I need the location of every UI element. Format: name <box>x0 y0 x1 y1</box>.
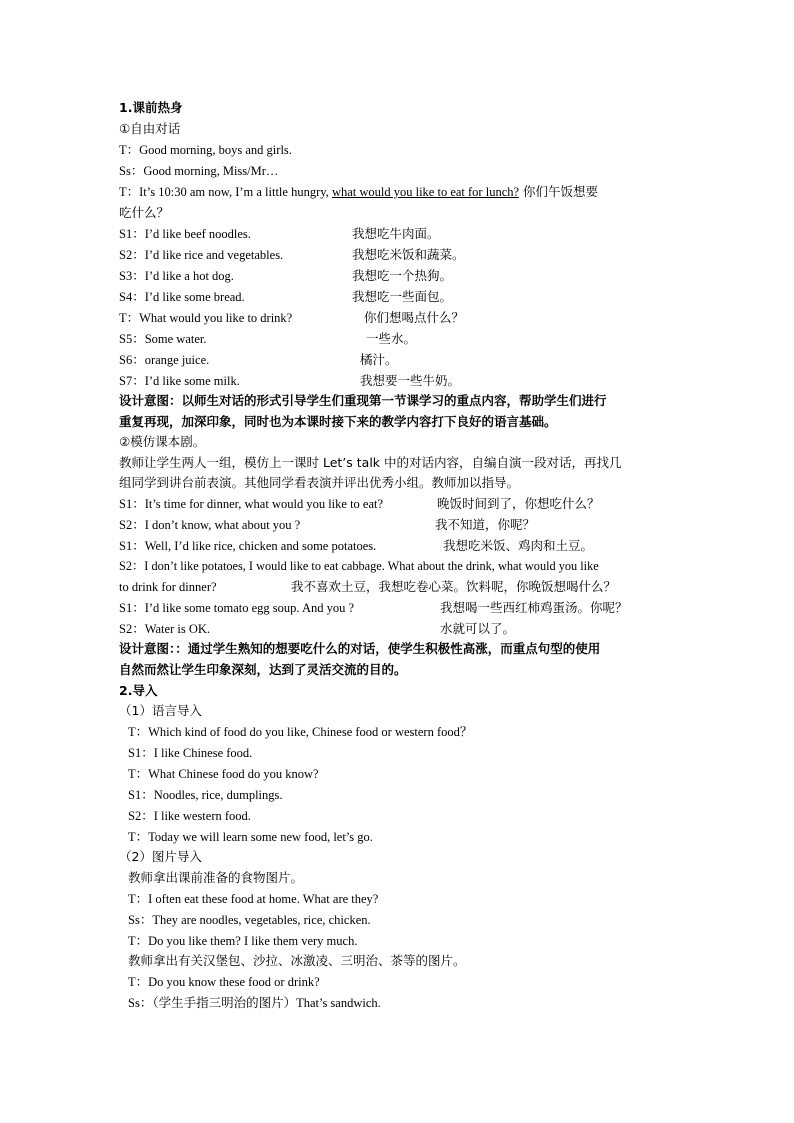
dialogue-line: S2：I don’t like potatoes, I would like to eat cabbage. What about the drink, what would you like <box>119 559 599 573</box>
dialogue-translation: 你们想喝点什么？ <box>364 310 465 325</box>
dialogue-line: T：Do you like them? I like them very much. <box>128 934 358 948</box>
dialogue-translation: 我想吃米饭和蔬菜。 <box>352 247 465 262</box>
design-intent: 设计意图：以师生对话的形式引导学生们重现第一节课学习的重点内容，帮助学生们进行 <box>119 393 607 408</box>
dialogue-line: S1：I like Chinese food. <box>128 746 253 760</box>
dialogue-line: S1：Well, I’d like rice, chicken and some potatoes. <box>119 539 377 553</box>
dialogue-text: T：It’s 10:30 am now, I’m a little hungry, <box>119 185 332 199</box>
dialogue-translation: 我想喝一些西红柿鸡蛋汤。你呢？ <box>440 600 628 615</box>
design-intent: 设计意图：：通过学生熟知的想要吃什么的对话，使学生积极性高涨，而重点句型的使用 <box>119 641 601 656</box>
dialogue-translation: 我想吃米饭、鸡肉和土豆。 <box>443 538 594 553</box>
dialogue-line: S2：Water is OK. <box>119 622 210 636</box>
dialogue-line: Ss：They are noodles, vegetables, rice, chicken. <box>128 913 371 927</box>
dialogue-line: T：Do you know these food or drink? <box>128 975 320 989</box>
underlined-question: what would you like to eat for lunch? <box>331 185 520 199</box>
dialogue-line: S1：I’d like beef noodles. <box>119 227 251 241</box>
design-intent: 自然而然让学生印象深刻，达到了灵活交流的目的。 <box>119 662 407 677</box>
dialogue-line: T：What Chinese food do you know? <box>128 767 319 781</box>
dialogue-translation: 我想吃牛肉面。 <box>352 226 440 241</box>
subsection-role-play: ②模仿课本剧。 <box>119 434 206 449</box>
dialogue-line: Ss：Good morning, Miss/Mr… <box>119 164 279 178</box>
dialogue-translation: 我想要一些牛奶。 <box>360 373 461 388</box>
dialogue-translation: 你们午饭想要 <box>519 184 599 199</box>
dialogue-line: S2：I don’t know, what about you ? <box>119 518 301 532</box>
section-title-lead-in: 2.导入 <box>119 683 158 698</box>
dialogue-line: S1：It’s time for dinner, what would you like to eat? <box>119 497 384 511</box>
subsection-language-lead-in: （1）语言导入 <box>119 703 202 718</box>
dialogue-line: to drink for dinner? <box>119 580 217 594</box>
dialogue-translation: 我想吃一些面包。 <box>352 289 453 304</box>
dialogue-translation: 我不知道，你呢？ <box>435 517 536 532</box>
dialogue-translation: 水就可以了。 <box>440 621 516 636</box>
dialogue-line <box>119 183 598 201</box>
dialogue-line: S3：I’d like a hot dog. <box>119 269 234 283</box>
dialogue-line: S2：I’d like rice and vegetables. <box>119 248 284 262</box>
dialogue-line: S2：I like western food. <box>128 809 251 823</box>
dialogue-line: T：I often eat these food at home. What are they? <box>128 892 379 906</box>
subsection-picture-lead-in: （2）图片导入 <box>119 849 202 864</box>
paragraph: 教师让学生两人一组，模仿上一课时 Let’s talk 中的对话内容，自编自演一段对话，再找几 <box>119 455 622 470</box>
dialogue-line: S5：Some water. <box>119 332 207 346</box>
dialogue-translation: 我想吃一个热狗。 <box>352 268 453 283</box>
dialogue-line: S1：Noodles, rice, dumplings. <box>128 788 283 802</box>
dialogue-line: T：Which kind of food do you like, Chinese food or western food？ <box>128 725 473 739</box>
paragraph: 教师拿出课前准备的食物图片。 <box>128 870 304 885</box>
dialogue-line: Ss：（学生手指三明治的图片）That’s sandwich. <box>128 996 381 1010</box>
dialogue-translation: 晚饭时间到了，你想吃什么？ <box>437 496 600 511</box>
paragraph: 教师拿出有关汉堡包、沙拉、冰激凌、三明治、茶等的图片。 <box>128 953 466 968</box>
dialogue-line: S4：I’d like some bread. <box>119 290 245 304</box>
dialogue-line: T：Good morning, boys and girls. <box>119 143 292 157</box>
paragraph: 组同学到讲台前表演。其他同学看表演并评出优秀小组。教师加以指导。 <box>119 475 520 490</box>
dialogue-line: T：What would you like to drink? <box>119 311 293 325</box>
dialogue-line: T：Today we will learn some new food, let’s go. <box>128 830 373 844</box>
dialogue-line: S7：I’d like some milk. <box>119 374 240 388</box>
dialogue-translation: 橘汁。 <box>360 352 398 367</box>
dialogue-translation: 吃什么？ <box>119 205 170 220</box>
dialogue-translation: 我不喜欢土豆，我想吃卷心菜。饮料呢，你晚饭想喝什么？ <box>291 579 617 594</box>
dialogue-line: S1：I’d like some tomato egg soup. And you ? <box>119 601 355 615</box>
section-title-warmup: 1.课前热身 <box>119 100 183 115</box>
subsection-free-talk: ①自由对话 <box>119 121 181 136</box>
design-intent: 重复再现，加深印象，同时也为本课时接下来的教学内容打下良好的语言基础。 <box>119 414 557 429</box>
dialogue-line: S6：orange juice. <box>119 353 210 367</box>
dialogue-translation: 一些水。 <box>366 331 417 346</box>
